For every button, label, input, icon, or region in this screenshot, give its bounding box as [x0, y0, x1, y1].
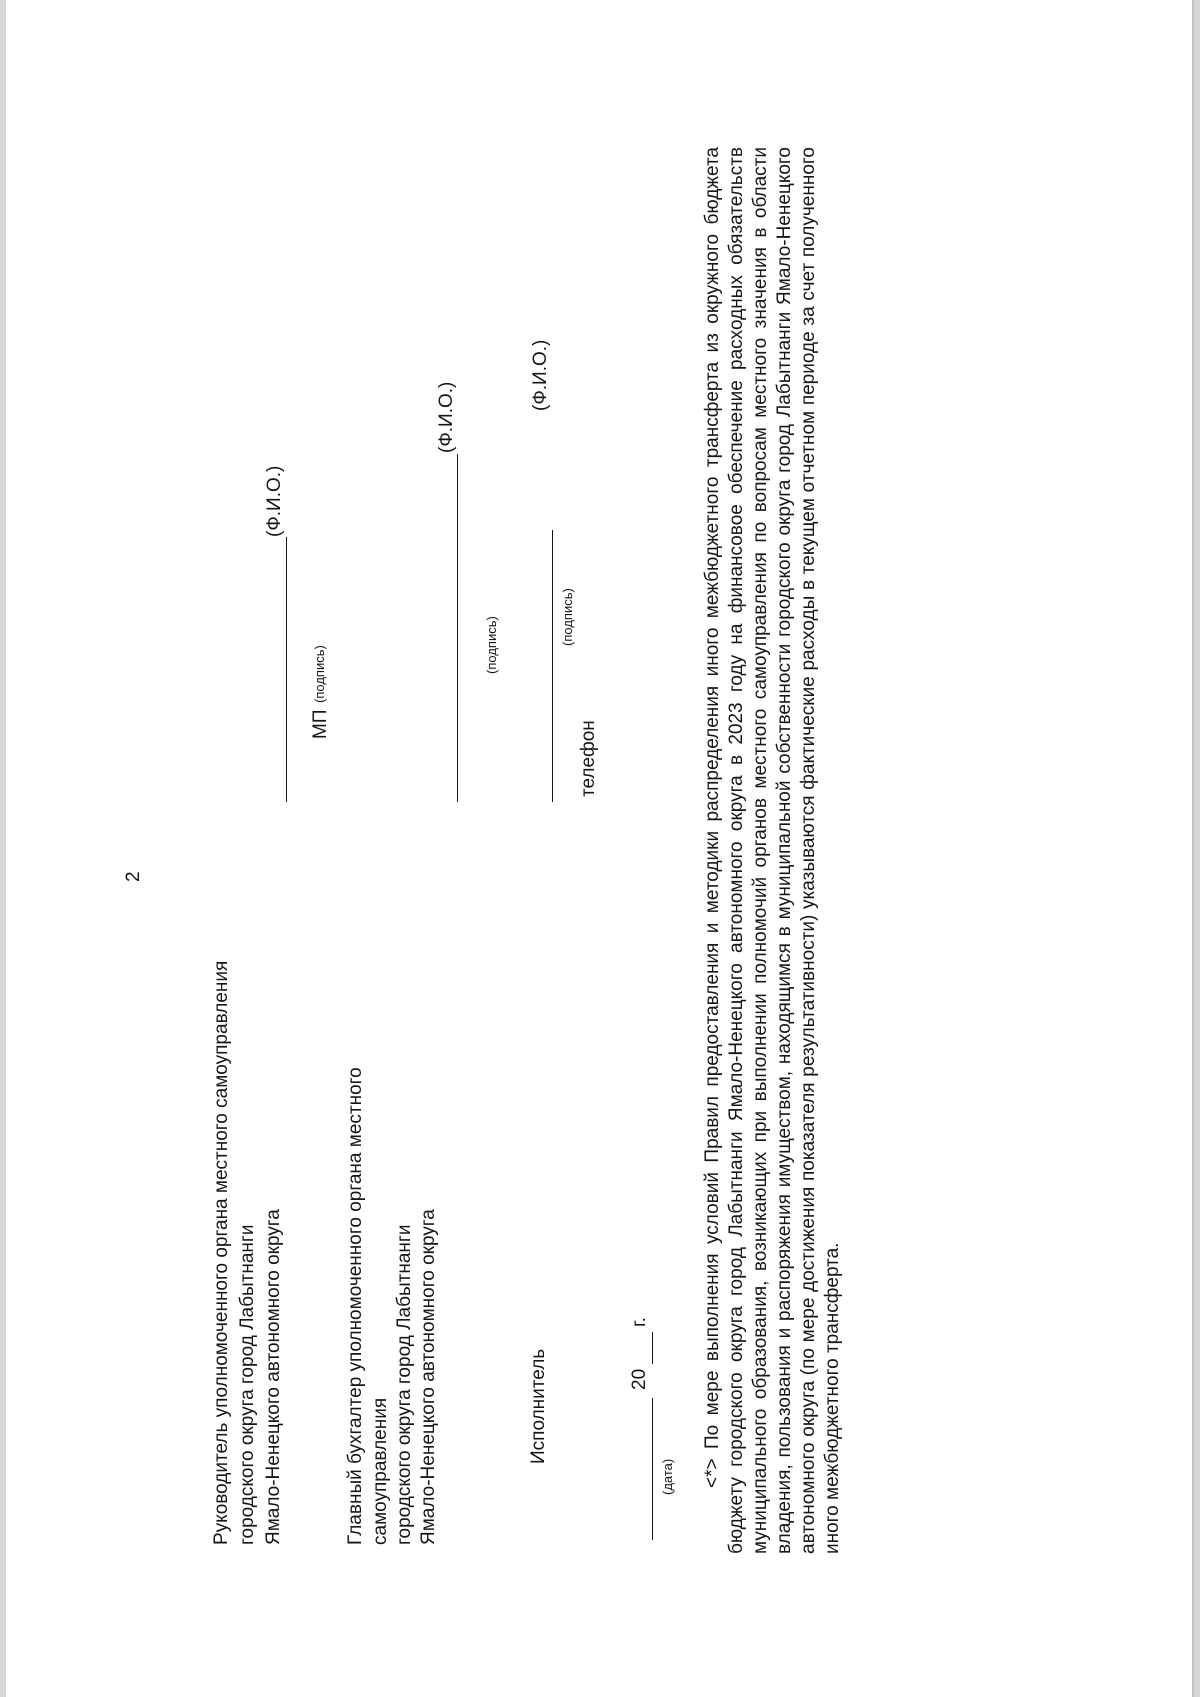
rotated-content [6, 0, 1194, 1697]
executor-fio-hint: (Ф.И.О.) [530, 339, 551, 411]
accountant-fio-hint: (Ф.И.О.) [436, 381, 457, 453]
page-number: 2 [123, 871, 144, 882]
year-suffix: г. [629, 1317, 650, 1327]
date-hint: (дата) [660, 1458, 675, 1495]
accountant-title-line-3: городского округа город Лабытнанги [394, 1224, 415, 1545]
page-edge [1192, 0, 1194, 1697]
head-signature-line [286, 537, 287, 802]
mp-label: МП [310, 709, 331, 739]
accountant-title-line-1: Главный бухгалтер уполномоченного органа местного [345, 1067, 366, 1545]
accountant-signature-line [457, 454, 458, 802]
phone-label: телефон [578, 720, 599, 797]
executor-signature-hint: (подпись) [560, 588, 575, 646]
accountant-signature-hint: (подпись) [484, 616, 499, 674]
document-page [6, 0, 1194, 1697]
head-title-line-2: городского округа город Лабытнанги [237, 1224, 258, 1545]
accountant-title-line-2: самоуправления [370, 1397, 391, 1545]
accountant-title-line-4: Ямало-Ненецкого автономного округа [418, 1209, 439, 1545]
date-year-line [652, 1332, 653, 1364]
date-day-line [652, 1398, 653, 1540]
year-prefix: 20 [629, 1368, 650, 1390]
head-fio-hint: (Ф.И.О.) [264, 465, 285, 537]
footnote-paragraph: <*> По мере выполнения условий Правил предоставления и методики распределения иного межбюджетного трансферта из окружного бюджета бюджету городского округа город Лабытнанги Ямало-Ненецкого автономного округа в 2023 году на финансовое обеспечение расходных обязательств муниципального образования, возникающих при выполнении полномочий органов местного самоуправления по вопросам местного значения в области владения, пользования и распоряжения имуществом, находящимся в муниципальной собственности городского округа город Лабытнанги Ямало-Ненецкого автономного округа (по мере достижения показателя результативности) указываются фактические расходы в текущем отчетном периоде за счет полученного иного межбюджетного трансферта. [702, 147, 843, 1554]
head-title-line-1: Руководитель уполномоченного органа местного самоуправления [211, 960, 232, 1545]
executor-signature-line [552, 530, 553, 802]
head-signature-hint: (подпись) [312, 645, 327, 703]
head-title-line-3: Ямало-Ненецкого автономного округа [263, 1209, 284, 1545]
executor-label: Исполнитель [528, 1348, 549, 1464]
